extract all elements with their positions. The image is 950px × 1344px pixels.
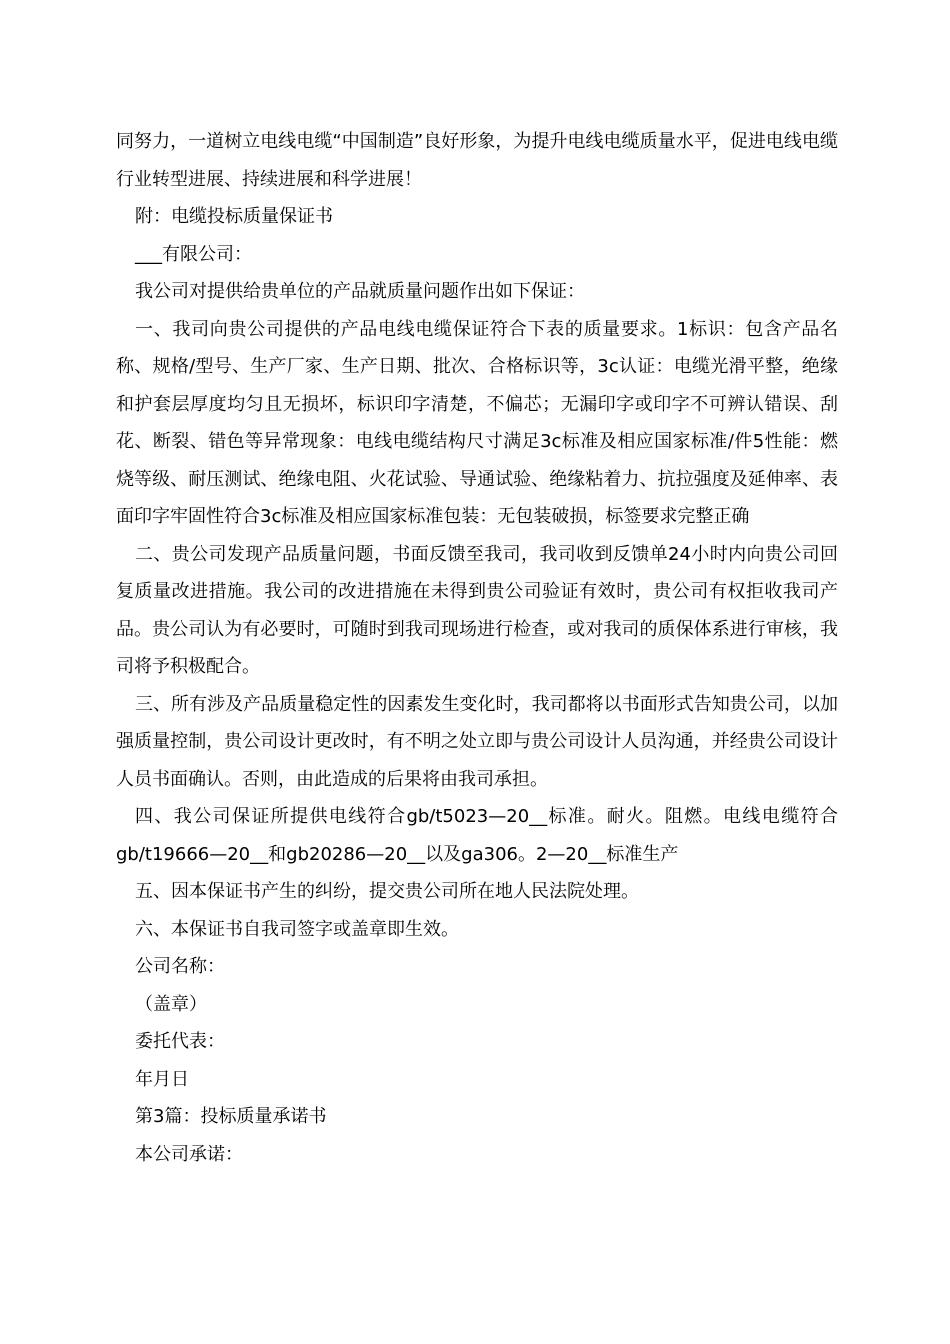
representative-line: 委托代表： bbox=[135, 1031, 225, 1052]
addressee-line: ___有限公司： bbox=[135, 243, 252, 265]
company-name-line: 公司名称： bbox=[135, 956, 225, 977]
section-heading: 第3篇：投标质量承诺书 bbox=[135, 1106, 327, 1127]
clause-4: 四、我公司保证所提供电线符合gb/t5023—20__标准。耐火。阻燃。电线电缆符合gb/t19666—20__和gb20286—20__以及ga306。2—20__标准生产 bbox=[116, 806, 838, 865]
clause-1: 一、我司向贵公司提供的产品电线电缆保证符合下表的质量要求。1标识：包含产品名称、规格/型号、生产厂家、生产日期、批次、合格标识等，3c认证：电缆光滑平整，绝缘和护套层厚度均匀且无损坏，标识印字清楚，不偏芯；无漏印字或印字不可辨认错误、刮花、断裂、错色等异常现象：电线电缆结构尺寸满足3c标准及相应国家标准/件5性能：燃烧等级、耐压测试、绝缘电阻、火花试验、导通试验、绝缘粘着力、抗拉强度及延伸率、表面印字牢固性符合3c标准及相应国家标准包装：无包装破损，标签要求完整正确 bbox=[116, 318, 838, 527]
attachment-heading: 附：电缆投标质量保证书 bbox=[135, 206, 333, 227]
paragraph: 同努力，一道树立电线电缆“中国制造”良好形象，为提升电线电缆质量水平，促进电线电缆行业转型进展、持续进展和科学进展！ bbox=[116, 131, 838, 190]
clause-2: 二、贵公司发现产品质量问题，书面反馈至我司，我司收到反馈单24小时内向贵公司回复质量改进措施。我公司的改进措施在未得到贵公司验证有效时，贵公司有权拒收我司产品。贵公司认为有必要时，可随时到我司现场进行检查，或对我司的质保体系进行审核，我司将予积极配合。 bbox=[116, 543, 838, 677]
clause-3: 三、所有涉及产品质量稳定性的因素发生变化时，我司都将以书面形式告知贵公司，以加强质量控制，贵公司设计更改时，有不明之处立即与贵公司设计人员沟通，并经贵公司设计人员书面确认。否则，由此造成的后果将由我司承担。 bbox=[116, 693, 838, 790]
date-line: 年月日 bbox=[135, 1068, 189, 1090]
clause-6: 六、本保证书自我司签字或盖章即生效。 bbox=[135, 918, 459, 940]
clause-5: 五、因本保证书产生的纠纷，提交贵公司所在地人民法院处理。 bbox=[135, 881, 639, 902]
intro-paragraph: 我公司对提供给贵单位的产品就质量问题作出如下保证： bbox=[135, 281, 585, 302]
commitment-line: 本公司承诺： bbox=[135, 1143, 243, 1165]
seal-line: （盖章） bbox=[135, 993, 207, 1015]
document-body bbox=[116, 123, 838, 1173]
